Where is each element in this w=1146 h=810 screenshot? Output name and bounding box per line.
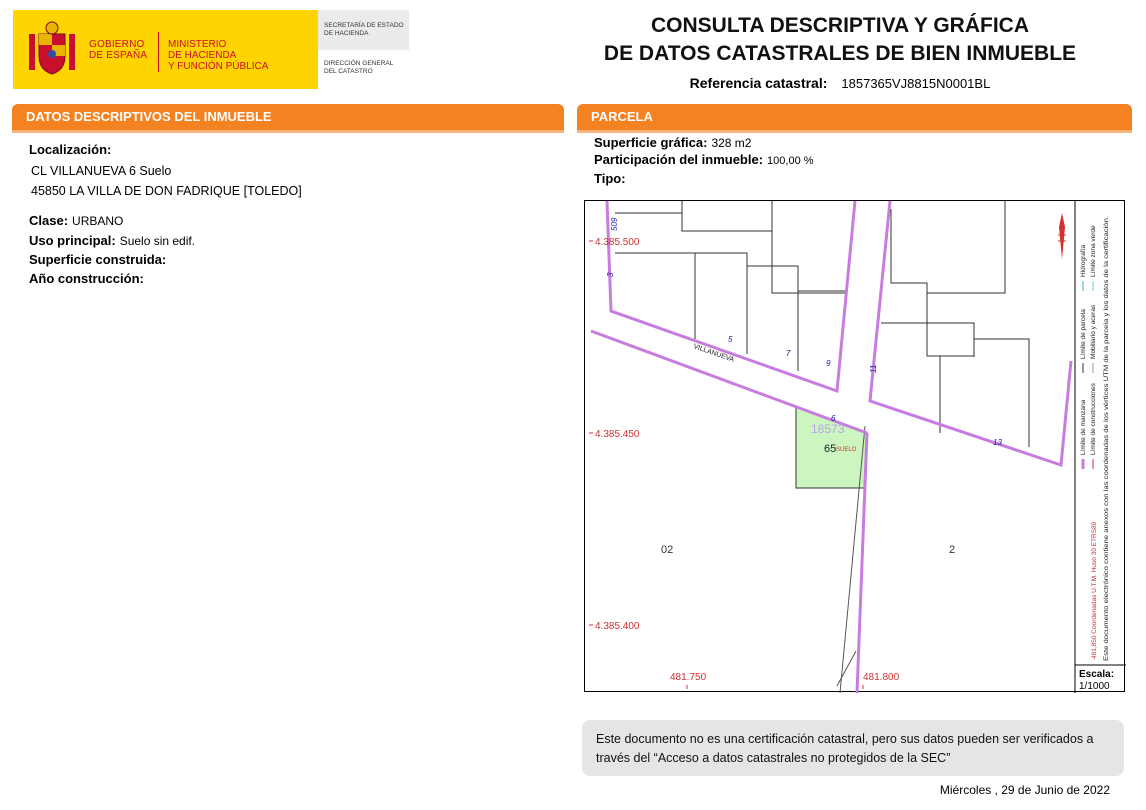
y-label-3: 4.385.400 [595,621,640,632]
section-header-datos: DATOS DESCRIPTIVOS DEL INMUEBLE [12,104,564,130]
map-number-13: 13 [993,438,1002,447]
parcel-id: 18573 [811,422,845,436]
anio-construccion-field: Año construcción: [29,271,144,286]
legend-construcciones: Límite de construcciones [1090,383,1097,455]
legend-manzana: Límite de manzana [1080,399,1087,455]
y-label-2: 4.385.450 [595,429,640,440]
x-label-2: 481.800 [863,672,900,683]
clase-field: Clase: URBANO [29,213,124,228]
legend-coords: 481,850 Coordenadas U.T.M. Huso 30 ETRS89 [1091,521,1098,659]
document-date: Miércoles , 29 de Junio de 2022 [939,783,1110,797]
map-number-7: 7 [786,349,791,358]
ministerio-text: MINISTERIO DE HACIENDA Y FUNCIÓN PÚBLICA [168,39,269,72]
page-title: CONSULTA DESCRIPTIVA Y GRÁFICA DE DATOS CATASTRALES DE BIEN INMUEBLE [603,14,1077,65]
map-number-3: 3 [606,272,615,277]
localizacion-line1: CL VILLANUEVA 6 Suelo [31,164,172,178]
superficie-grafica-field: Superficie gráfica: 328 m2 [594,135,752,150]
map-number-509: 509 [610,217,619,231]
legend-mobiliario: Mobiliario y aceras [1090,304,1097,359]
referencia-catastral: Referencia catastral: 1857365VJ8815N0001BL [689,75,991,91]
uso-field: Uso principal: Suelo sin edif. [29,233,196,248]
scale-label: Escala: [1079,669,1115,680]
secretaria-block: SECRETARÍA DE ESTADO DE HACIENDA DIRECCIÓN GENERAL DEL CATASTRO [318,10,409,89]
street-name: VILLANUEVA [692,343,735,364]
legend-hidrografia: Hidrografía [1080,244,1087,277]
block-label-02: 02 [661,544,674,556]
section-header-parcela: PARCELA [577,104,1132,130]
notice-box: Este documento no es una certificación catastral, pero sus datos pueden ser verificados a través del “Acceso a datos catastrales no protegidos de la SEC” [582,720,1124,776]
scale-value: 1/1000 [1079,681,1110,692]
suelo-label: SUELO [836,447,857,453]
cadastral-map [584,200,1125,692]
map-number-6: 6 [831,414,836,423]
legend-doc-note: Este documento electrónico contiene anexos con las coordenadas de los vértices UTM de la parcela y los datos de la certificación. [1103,308,1110,661]
legend-parcela: Límite de parcela [1080,309,1087,359]
localizacion-label: Localización: [29,142,112,157]
map-number-9: 9 [826,359,831,368]
superficie-construida-field: Superficie construida: [29,252,167,267]
block-label-2: 2 [949,544,956,556]
coat-of-arms-icon [27,20,77,80]
logo-divider [158,32,159,72]
localizacion-line2: 45850 LA VILLA DE DON FADRIQUE [TOLEDO] [31,184,302,198]
map-drawing [585,201,1126,693]
gobierno-text: GOBIERNO DE ESPAÑA [89,39,148,61]
map-number-5: 5 [728,335,733,344]
tipo-field: Tipo: [594,171,626,186]
participacion-field: Participación del inmueble: 100,00 % [594,152,814,167]
y-label-1: 4.385.500 [595,237,640,248]
map-number-11: 11 [869,364,878,373]
parcel-number: 65 [824,443,837,455]
north-arrow-icon [1058,213,1066,259]
legend-zona-verde: Límite zona verde [1090,225,1097,277]
x-label-1: 481.750 [670,672,707,683]
government-logo [13,10,318,89]
